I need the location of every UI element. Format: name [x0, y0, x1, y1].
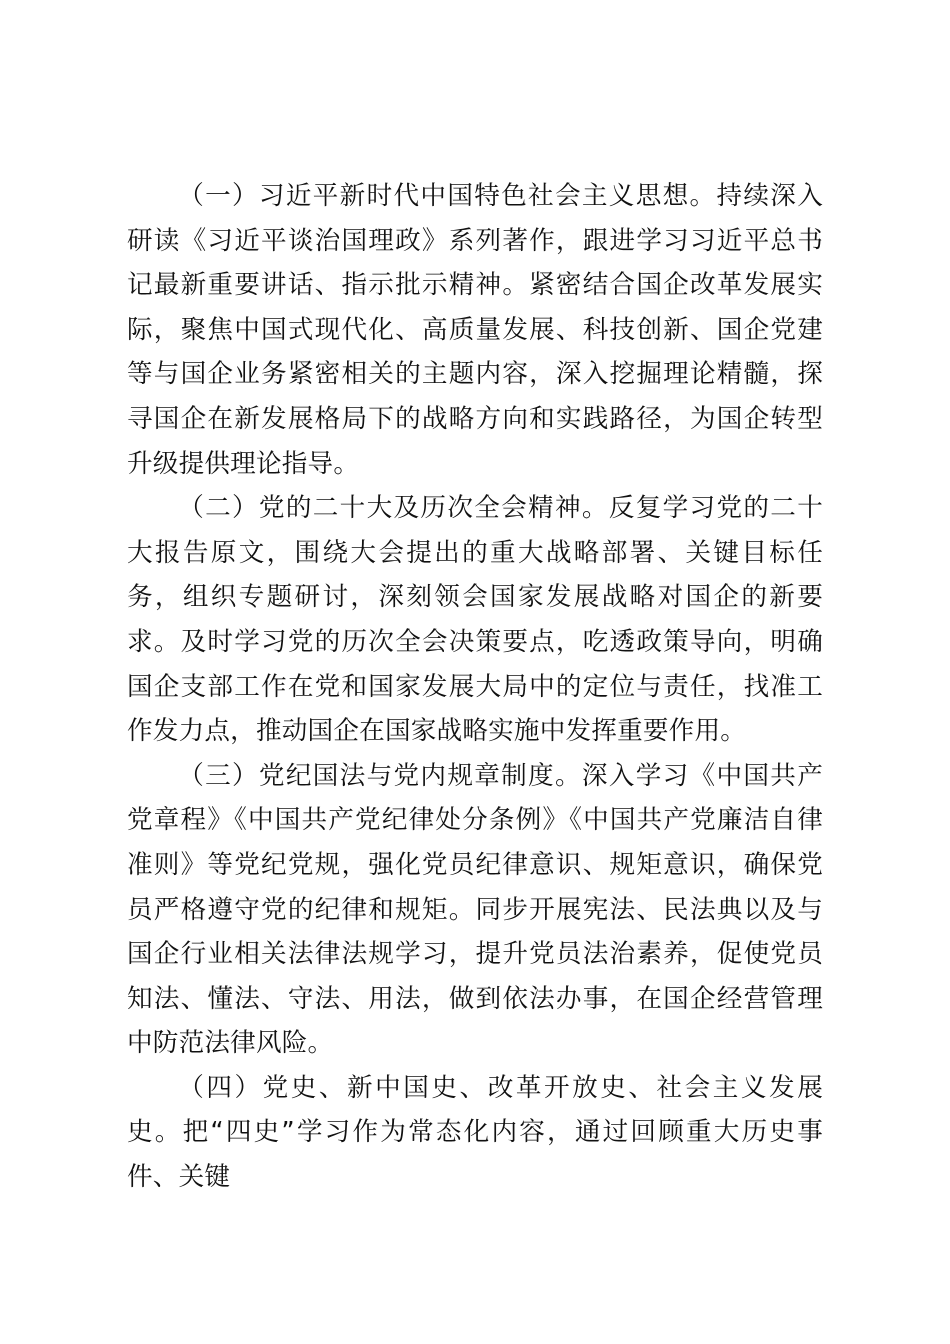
- paragraph-1: （一）习近平新时代中国特色社会主义思想。持续深入研读《习近平谈治国理政》系列著作，跟进学习习近平总书记最新重要讲话、指示批示精神。紧密结合国企改革发展实际，聚焦中国式现代化、高质量发展、科技创新、国企党建等与国企业务紧密相关的主题内容，深入挖掘理论精髓，探寻国企在新发展格局下的战略方向和实践路径，为国企转型升级提供理论指导。: [127, 181, 823, 479]
- paragraph-3: （三）党纪国法与党内规章制度。深入学习《中国共产党章程》《中国共产党纪律处分条例》《中国共产党廉洁自律准则》等党纪党规，强化党员纪律意识、规矩意识，确保党员严格遵守党的纪律和规矩。同步开展宪法、民法典以及与国企行业相关法律法规学习，提升党员法治素养，促使党员知法、懂法、守法、用法，做到依法办事，在国企经营管理中防范法律风险。: [127, 760, 823, 1059]
- paragraph-4: （四）党史、新中国史、改革开放史、社会主义发展史。把“四史”学习作为常态化内容，通过回顾重大历史事件、关键: [127, 1072, 823, 1193]
- paragraph-2: （二）党的二十大及历次全会精神。反复学习党的二十大报告原文，围绕大会提出的重大战略部署、关键目标任务，组织专题研讨，深刻领会国家发展战略对国企的新要求。及时学习党的历次全会决策要点，吃透政策导向，明确国企支部工作在党和国家发展大局中的定位与责任，找准工作发力点，推动国企在国家战略实施中发挥重要作用。: [127, 493, 823, 747]
- document-page: [127, 174, 823, 1200]
